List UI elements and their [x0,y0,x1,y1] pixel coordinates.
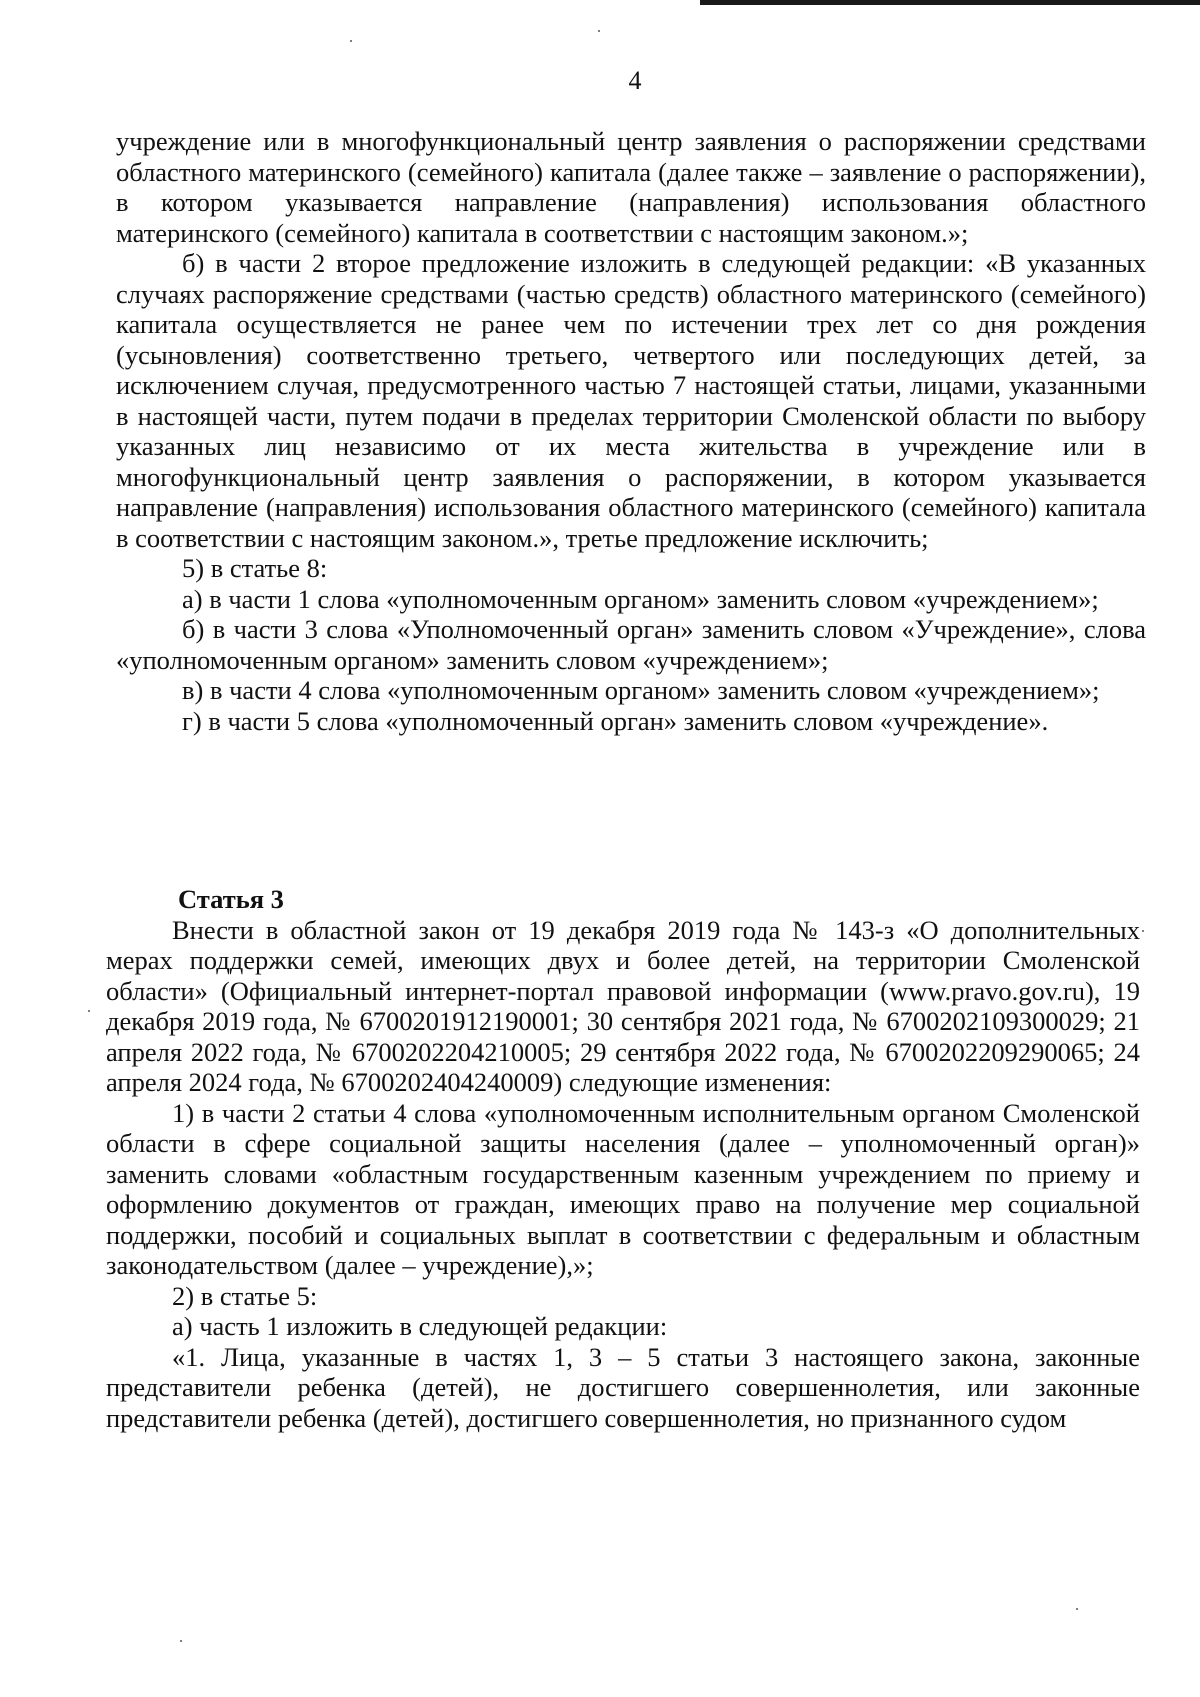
scan-edge-mark [700,0,1200,5]
paragraph: б) в части 3 слова «Уполномоченный орган» заменить словом «Учреждение», слова «уполномоченным органом» заменить словом «учреждением»; [116,614,1146,675]
scan-speck [88,1010,90,1012]
scan-speck [1142,930,1144,932]
scan-speck [598,30,600,32]
paragraph: 2) в статье 5: [172,1280,318,1311]
paragraph: Внести в областной закон от 19 декабря 2019 года № 143-з «О дополнительных мерах поддержки семей, имеющих двух и более детей, на территории Смоленской области» (Официальный интернет-портал правовой информации (www.pravo.gov.ru), 19 декабря 2019 года, № 6700201912190001; 30 сентября 2021 года, № 6700202109300029; 21 апреля 2022 года, № 6700202204210005; 29 сентября 2022 года, № 6700202209290065; 24 апреля 2024 года, № 6700202404240009) следующие изменения: [106,914,1140,1097]
paragraph: 5) в статье 8: [182,553,328,583]
paragraph: учреждение или в многофункциональный центр заявления о распоряжении средствами областного материнского (семейного) капитала (далее также – заявление о распоряжении), в котором указывается направление (направления) использования областного материнского (семейного) капитала в соответствии с настоящим законом.»; [116,126,1146,248]
page-number: 4 [628,66,642,95]
paragraph: б) в части 2 второе предложение изложить в следующей редакции: «В указанных случаях распоряжение средствами (частью средств) областного материнского (семейного) капитала осуществляется не ранее чем по истечении трех лет со дня рождения (усыновления) соответственно третьего, четвертого или последующих детей, за исключением случая, предусмотренного частью 7 настоящей статьи, лицами, указанными в настоящей части, путем подачи в пределах территории Смоленской области по выбору указанных лиц независимо от их места жительства в учреждение или в многофункциональный центр заявления о распоряжении, в котором указывается направление (направления) использования областного материнского (семейного) капитала в соответствии с настоящим законом.», третье предложение исключить; [116,248,1146,553]
document-body-bottom [106,884,1140,1433]
scan-speck [1076,1608,1078,1610]
paragraph: а) в части 1 слова «уполномоченным органом» заменить словом «учреждением»; [182,583,1099,614]
paragraph: а) часть 1 изложить в следующей редакции: [172,1311,668,1341]
scan-speck [350,40,352,42]
scan-speck [180,1640,182,1642]
paragraph: в) в части 4 слова «уполномоченным органом» заменить словом «учреждением»; [182,675,1100,705]
paragraph: 1) в части 2 статьи 4 слова «уполномоченным исполнительным органом Смоленской области в сфере социальной защиты населения (далее – уполномоченный орган)» заменить словами «областным государственным казенным учреждением по приему и оформлению документов от граждан, имеющих право на получение мер социальной поддержки, пособий и социальных выплат в соответствии с федеральным и областным законодательством (далее – учреждение),»; [106,1097,1140,1280]
document-body-top [116,126,1146,736]
paragraph: г) в части 5 слова «уполномоченный орган» заменить словом «учреждение». [182,705,1049,736]
article-heading: Статья 3 [178,884,284,914]
paragraph: «1. Лица, указанные в частях 1, 3 – 5 статьи 3 настоящего закона, законные представители ребенка (детей), не достигшего совершеннолетия, или законные представители ребенка (детей), достигшего совершеннолетия, но признанного судом [106,1341,1140,1433]
